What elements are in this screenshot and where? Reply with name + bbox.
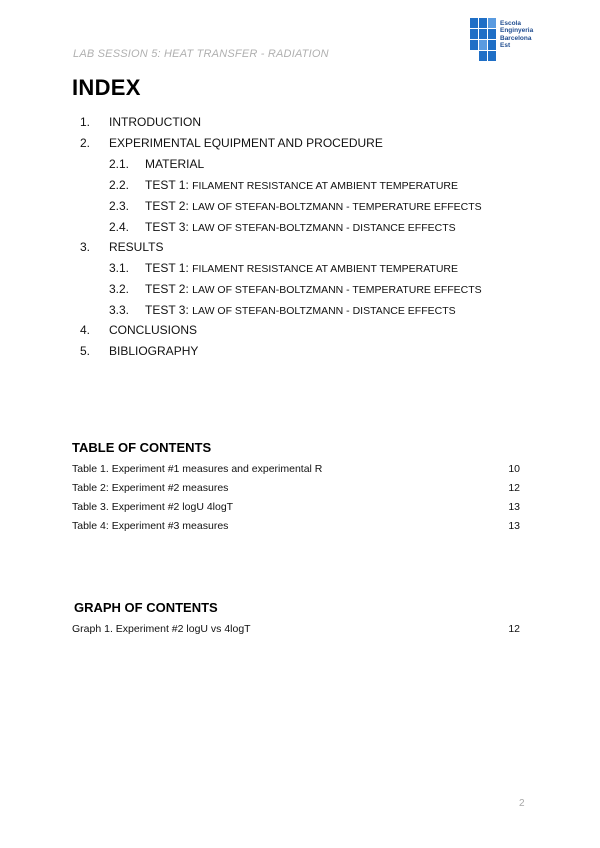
index-item-text: BIBLIOGRAPHY <box>109 344 199 358</box>
table-entry[interactable] <box>72 463 520 479</box>
table-entry-page: 13 <box>508 520 520 532</box>
index-item-text: EXPERIMENTAL EQUIPMENT AND PROCEDURE <box>109 136 383 150</box>
index-item-text: FILAMENT RESISTANCE AT AMBIENT TEMPERATURE <box>192 180 458 192</box>
index-item-lead: TEST 1: <box>145 261 193 275</box>
logo-line: Barcelona <box>500 34 532 42</box>
table-entry-page: 12 <box>508 482 520 494</box>
table-entry[interactable] <box>72 501 520 517</box>
index-item-number: 4. <box>80 323 91 337</box>
graph-entry[interactable] <box>72 623 520 639</box>
index-item-text: LAW OF STEFAN-BOLTZMANN - TEMPERATURE EFFECTS <box>192 284 482 296</box>
page-number: 2 <box>519 798 525 809</box>
index-item-number: 2.4. <box>109 220 130 234</box>
logo-line: Est <box>500 42 511 50</box>
logo-text <box>500 20 533 50</box>
school-logo <box>470 18 560 64</box>
table-entry-label: Table 1. Experiment #1 measures and experimental R <box>72 463 323 475</box>
logo-mark-icon <box>470 18 498 64</box>
index-item-number: 5. <box>80 344 91 358</box>
table-of-contents-heading: TABLE OF CONTENTS <box>72 440 212 455</box>
index-item-text: LAW OF STEFAN-BOLTZMANN - DISTANCE EFFECTS <box>192 305 456 317</box>
index-title: INDEX <box>72 75 141 100</box>
logo-line: Escola <box>500 20 521 27</box>
index-item-text: CONCLUSIONS <box>109 323 198 337</box>
table-entry[interactable] <box>72 482 520 498</box>
index-item-text: MATERIAL <box>145 157 205 171</box>
table-entry-label: Table 3. Experiment #2 logU 4logT <box>72 501 234 513</box>
index-item-lead: TEST 2: <box>145 199 193 213</box>
index-item-number: 3. <box>80 240 91 254</box>
index-item-number: 2. <box>80 136 91 150</box>
index-item-lead: TEST 3: <box>145 220 193 234</box>
table-entry-label: Table 4: Experiment #3 measures <box>72 520 229 532</box>
index-item-lead: TEST 2: <box>145 282 193 296</box>
index-item-lead: TEST 1: <box>145 178 193 192</box>
index-item-number: 2.3. <box>109 199 130 213</box>
index-item-number: 3.1. <box>109 261 130 275</box>
graph-entry-page: 12 <box>508 623 520 635</box>
index-item-number: 1. <box>80 115 91 129</box>
index-item-number: 3.3. <box>109 303 130 317</box>
table-entry-page: 13 <box>508 501 520 513</box>
index-item-number: 2.1. <box>109 157 130 171</box>
graph-of-contents-heading: GRAPH OF CONTENTS <box>74 600 218 615</box>
index-item-number: 3.2. <box>109 282 130 296</box>
index-item-text: LAW OF STEFAN-BOLTZMANN - DISTANCE EFFECTS <box>192 222 456 234</box>
index-item-text: LAW OF STEFAN-BOLTZMANN - TEMPERATURE EFFECTS <box>192 201 482 213</box>
table-entry-page: 10 <box>508 463 520 475</box>
table-entry[interactable] <box>72 520 520 536</box>
index-item-lead: TEST 3: <box>145 303 193 317</box>
index-item-text: FILAMENT RESISTANCE AT AMBIENT TEMPERATURE <box>192 263 458 275</box>
graph-entry-label: Graph 1. Experiment #2 logU vs 4logT <box>72 623 251 635</box>
index-item-number: 2.2. <box>109 178 130 192</box>
logo-line: Enginyeria <box>500 27 534 35</box>
table-entry-label: Table 2: Experiment #2 measures <box>72 482 229 494</box>
running-header: LAB SESSION 5: HEAT TRANSFER - RADIATION <box>73 48 329 60</box>
index-item-text: RESULTS <box>109 240 164 254</box>
index-item-text: INTRODUCTION <box>109 115 201 129</box>
